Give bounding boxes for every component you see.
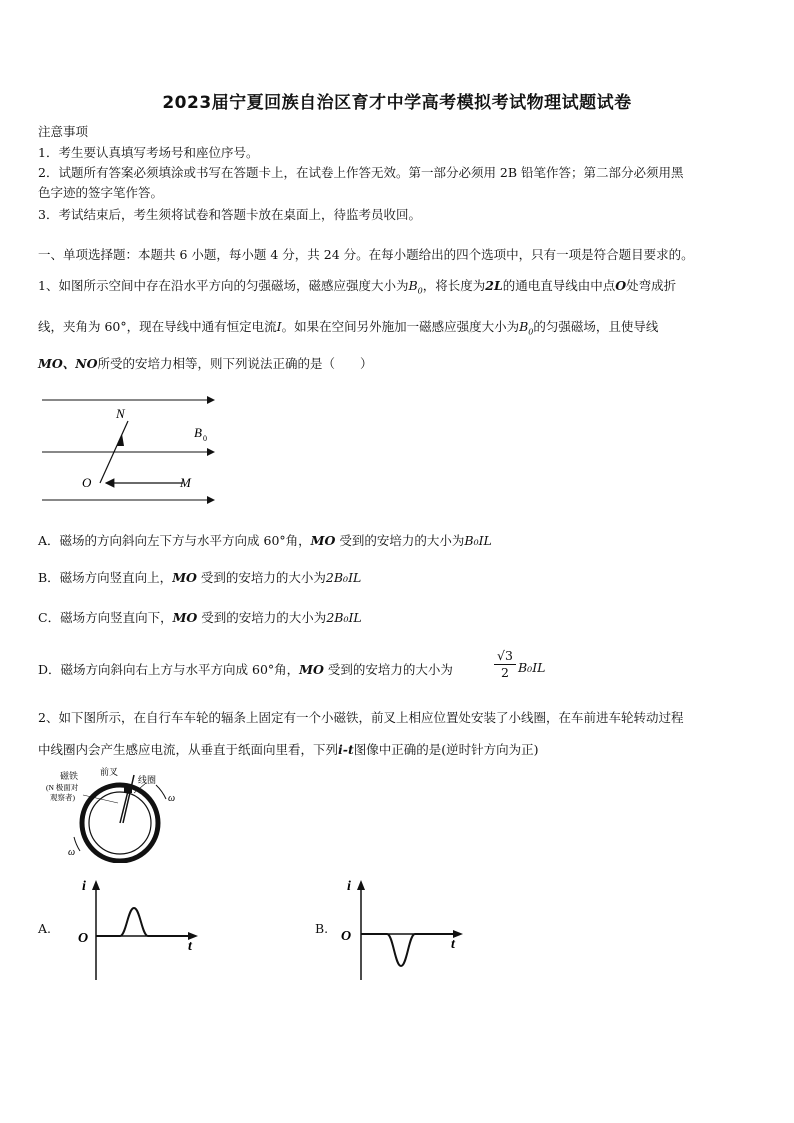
q1-text: 。如果在空间另外施加一磁感应强度大小为 xyxy=(281,319,520,334)
label-omega: ω xyxy=(68,847,76,858)
label-o: O xyxy=(82,475,92,490)
graph-option-b-label[interactable]: B. xyxy=(315,921,329,936)
wire-on-arrow xyxy=(117,434,124,446)
label-omega: ω xyxy=(168,793,176,804)
graph-option-a-label[interactable]: A. xyxy=(38,921,52,936)
b0-symbol: $B_0$ xyxy=(408,278,423,296)
y-axis-arrow xyxy=(357,880,365,890)
y-axis-arrow xyxy=(92,880,100,890)
graph-b[interactable] xyxy=(335,872,475,984)
label-n: N xyxy=(116,406,125,421)
current-symbol: I xyxy=(276,319,282,334)
q1-text: 的通电直导线由中点 xyxy=(502,278,616,293)
label-magnet-note: 观察者) xyxy=(50,793,75,802)
notice-item: 色字迹的签字笔作答。 xyxy=(38,185,164,200)
section-heading: 一、单项选择题：本题共 6 小题，每小题 4 分，共 24 分。在每小题给出的四个选项中，只有一项是符合题目要求的。 xyxy=(38,247,694,262)
notice-item: 3．考试结束后，考生须将试卷和答题卡放在桌面上，待监考员收回。 xyxy=(38,207,421,222)
graph-a[interactable] xyxy=(70,872,210,984)
label-coil: 线圈 xyxy=(138,775,157,785)
label-m: M xyxy=(180,475,191,490)
axis-label-i: i xyxy=(82,879,86,894)
axis-label-i: i xyxy=(347,879,351,894)
origin-label: O xyxy=(78,931,89,946)
label-fork: 前叉 xyxy=(100,767,119,777)
option-c[interactable]: C．磁场方向竖直向下，MO 受到的安培力的大小为2B₀IL xyxy=(38,610,362,625)
axis-label-t: t xyxy=(188,939,192,954)
q1-2l: 2L xyxy=(485,278,503,293)
b0-symbol: $B_0$ xyxy=(519,319,534,337)
wheel-figure xyxy=(38,763,178,863)
q1-line3 xyxy=(38,354,373,372)
label-b: B xyxy=(194,425,202,440)
origin-label: O xyxy=(341,929,352,944)
option-d-fraction: √3 2 xyxy=(494,648,516,681)
option-d-expr: B₀IL xyxy=(518,660,546,675)
q1-text: 的匀强磁场，且使导线 xyxy=(533,319,659,334)
option-d[interactable]: D．磁场方向斜向右上方与水平方向成 60°角，MO 受到的安培力的大小为 xyxy=(38,662,453,677)
notice-heading: 注意事项 xyxy=(38,124,89,139)
q1-text: 处弯成折 xyxy=(626,278,677,293)
fork xyxy=(123,775,134,823)
current-curve xyxy=(96,908,194,936)
current-curve xyxy=(361,934,459,966)
q2-line2: 中线圈内会产生感应电流，从垂直于纸面向里看，下列i-t图像中正确的是(逆时针方向为正) xyxy=(38,742,539,757)
q1-line2 xyxy=(38,317,658,337)
label-magnet: 磁铁 xyxy=(60,771,79,781)
q1-text: 所受的安培力相等，则下列说法正确的是（ ） xyxy=(97,356,373,371)
notice-item: 2．试题所有答案必须填涂或书写在答题卡上，在试卷上作答无效。第一部分必须用 2B 铅笔作答；第二部分必须用黑 xyxy=(38,165,684,180)
label-magnet-note: (N 极面对 xyxy=(46,783,79,792)
option-a[interactable]: A．磁场的方向斜向左下方与水平方向成 60°角，MO 受到的安培力的大小为B₀IL xyxy=(38,533,492,548)
notice-item: 1．考生要认真填写考场号和座位序号。 xyxy=(38,145,259,160)
rotation-arc xyxy=(156,785,166,799)
q1-text: 线，夹角为 60°，现在导线中通有恒定电流 xyxy=(38,319,277,334)
page-title: 2023届宁夏回族自治区育才中学高考模拟考试物理试题试卷 xyxy=(162,93,632,113)
q1-line1 xyxy=(38,276,676,296)
label-b-sub: 0 xyxy=(203,434,207,443)
q2-line1: 2、如下图所示，在自行车车轮的辐条上固定有一个小磁铁，前叉上相应位置处安装了小线圈，在车前进车轮转动过程 xyxy=(38,710,684,725)
q1-text: 1、如图所示空间中存在沿水平方向的匀强磁场，磁感应强度大小为 xyxy=(38,278,409,293)
q1-o: O xyxy=(615,278,627,293)
q1-wires: MO、NO xyxy=(38,356,98,371)
axis-label-t: t xyxy=(451,937,455,952)
option-b[interactable]: B．磁场方向竖直向上，MO 受到的安培力的大小为2B₀IL xyxy=(38,570,362,585)
field-figure xyxy=(38,388,228,510)
q1-text: ，将长度为 xyxy=(422,278,486,293)
